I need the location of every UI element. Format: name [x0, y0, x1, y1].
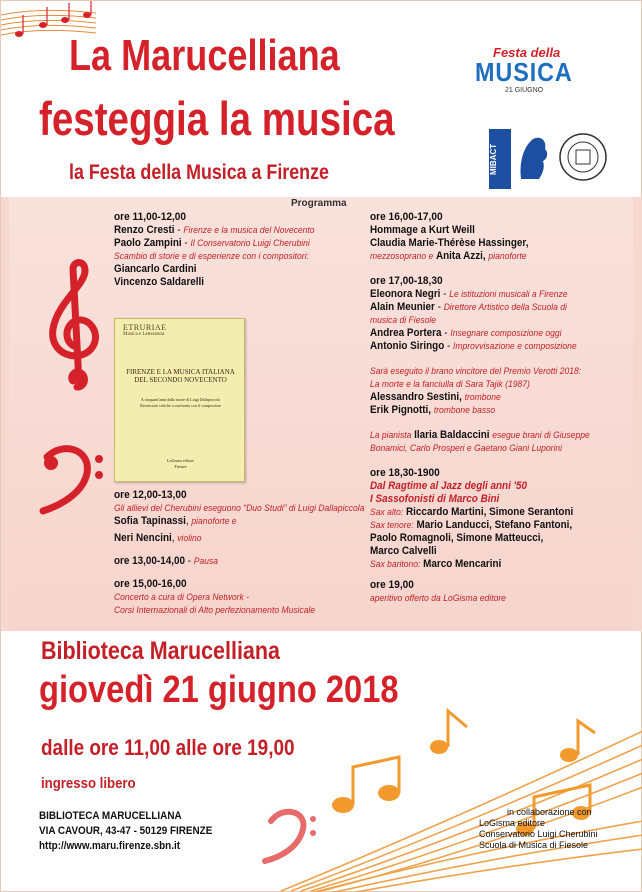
program-line: Sax tenore: Mario Landucci, Stefano Fantoni,: [370, 519, 573, 531]
website-link[interactable]: http://www.maru.firenze.sbn.it: [39, 840, 180, 852]
mibact-logo: MIBACT: [489, 129, 511, 189]
address-block: [39, 809, 212, 854]
entry-info: ingresso libero: [41, 775, 136, 792]
logo-date: 21 GIUGNO: [505, 87, 544, 94]
program-line: La pianista Ilaria Baldaccini esegue brani di Giuseppe: [370, 429, 590, 441]
book-series: Musica e Letteratura: [123, 332, 165, 337]
program-line: Sofia Tapinassi, pianoforte e: [114, 515, 237, 527]
book-cover-image: [114, 318, 245, 482]
festa-della-musica-logo: [471, 41, 595, 99]
performer-name: Paolo Romagnoli, Simone Matteucci,: [370, 532, 544, 544]
program-line: Paolo Zampini - Il Conservatorio Luigi Cherubini: [114, 237, 310, 249]
music-staff-decoration: [251, 701, 642, 892]
time-slot: ore 15,00-16,00: [114, 578, 187, 590]
logo-line-2: MUSICA: [475, 57, 573, 87]
program-line: Alain Meunier - Direttore Artistico della Scuola di: [370, 301, 567, 313]
program-note: aperitivo offerto da LoGisma editore: [370, 593, 506, 604]
time-slot: ore 12,00-13,00: [114, 489, 187, 501]
venue-name: Biblioteca Marucelliana: [41, 637, 280, 665]
program-note: Concerto a cura di Opera Network -: [114, 592, 249, 603]
collab-item: Conservatorio Luigi Cherubini: [479, 829, 598, 839]
title-line-2: festeggia la musica: [39, 92, 395, 145]
program-note: Bonamici, Carlo Prosperi e Gaetano Giani Luporini: [370, 443, 563, 454]
collab-heading: in collaborazione con: [507, 807, 592, 817]
program-note: Corsi Internazionali di Alto perfezionamento Musicale: [114, 605, 316, 616]
event-date: giovedì 21 giugno 2018: [39, 669, 399, 711]
program-line: mezzosoprano e Anita Azzi, pianoforte: [370, 250, 527, 262]
program-line: ore 13,00-14,00 - Pausa: [114, 555, 219, 567]
logo-line-1: Festa della: [493, 45, 561, 60]
book-publisher: ETRURIAE: [123, 323, 167, 332]
book-subline: A cinquant'anni dalla morte di Luigi Dallapiccola Recensioni critiche a confronto con il compositore: [140, 397, 221, 408]
program-heading: Programma: [291, 198, 347, 209]
book-title: FIRENZE E LA MUSICA ITALIANA DEL SECONDO NOVECENTO: [126, 368, 235, 384]
collab-item: Scuola di Musica di Fiesole: [479, 840, 589, 850]
address-line: BIBLIOTECA MARUCELLIANA: [39, 810, 182, 822]
subtitle: la Festa della Musica a Firenze: [69, 161, 329, 184]
bass-clef-icon: [37, 443, 109, 515]
program-line: Sax baritono: Marco Mencarini: [370, 558, 502, 570]
time-slot: ore 18,30-1900: [370, 467, 440, 479]
program-title: Hommage a Kurt Weill: [370, 224, 475, 236]
dante-profile-icon: [513, 129, 555, 185]
collab-item: LoGisma editore: [479, 818, 546, 828]
time-slot: ore 16,00-17,00: [370, 211, 443, 223]
program-line: Neri Nencini, violino: [114, 532, 202, 544]
address-line: VIA CAVOUR, 43-47 - 50129 FIRENZE: [39, 825, 213, 837]
program-left-bottom: [114, 489, 364, 617]
performer-name: Vincenzo Saldarelli: [114, 276, 205, 288]
library-seal-icon: [557, 129, 609, 185]
time-slot: ore 17,00-18,30: [370, 275, 443, 287]
program-line: Eleonora Negri - Le istituzioni musicali a Firenze: [370, 288, 568, 300]
program-note: La morte e la fanciulla di Sara Tajik (1987): [370, 379, 530, 390]
performer-name: Giancarlo Cardini: [114, 263, 197, 275]
performer-name: Claudia Marie-Thérèse Hassinger,: [370, 237, 529, 249]
program-note: Gli allievi del Cherubini eseguono “Duo Studi” di Luigi Dallapiccola: [114, 503, 365, 514]
time-slot: ore 19,00: [370, 579, 414, 591]
program-left-top: [114, 211, 364, 289]
program-right: [370, 211, 632, 605]
title-line-1: La Marucelliana: [69, 31, 340, 80]
program-note: Scambio di storie e di esperienze con i compositori:: [114, 251, 309, 262]
program-line: Andrea Portera - Insegnare composizione oggi: [370, 327, 562, 339]
program-note: musica di Fiesole: [370, 315, 437, 326]
performer-name: Marco Calvelli: [370, 545, 437, 557]
program-line: Alessandro Sestini, trombone: [370, 391, 501, 403]
time-slot: ore 11,00-12,00: [114, 211, 187, 223]
program-title: Dal Ragtime al Jazz degli anni '50: [370, 480, 527, 492]
event-hours: dalle ore 11,00 alle ore 19,00: [41, 735, 295, 760]
collaboration-block: [479, 807, 598, 851]
program-line: Erik Pignotti, trombone basso: [370, 404, 496, 416]
program-note: Sarà eseguito il brano vincitore del Premio Verotti 2018:: [370, 366, 582, 377]
program-line: Renzo Cresti - Firenze e la musica del Novecento: [114, 224, 315, 236]
book-imprint: LoGisma editore Firenze: [167, 458, 194, 469]
program-line: Sax alto: Riccardo Martini, Simone Serantoni: [370, 506, 574, 518]
program-line: Antonio Siringo - Improvvisazione e composizione: [370, 340, 577, 352]
treble-clef-icon: [39, 259, 111, 395]
program-title: I Sassofonisti di Marco Bini: [370, 493, 500, 505]
